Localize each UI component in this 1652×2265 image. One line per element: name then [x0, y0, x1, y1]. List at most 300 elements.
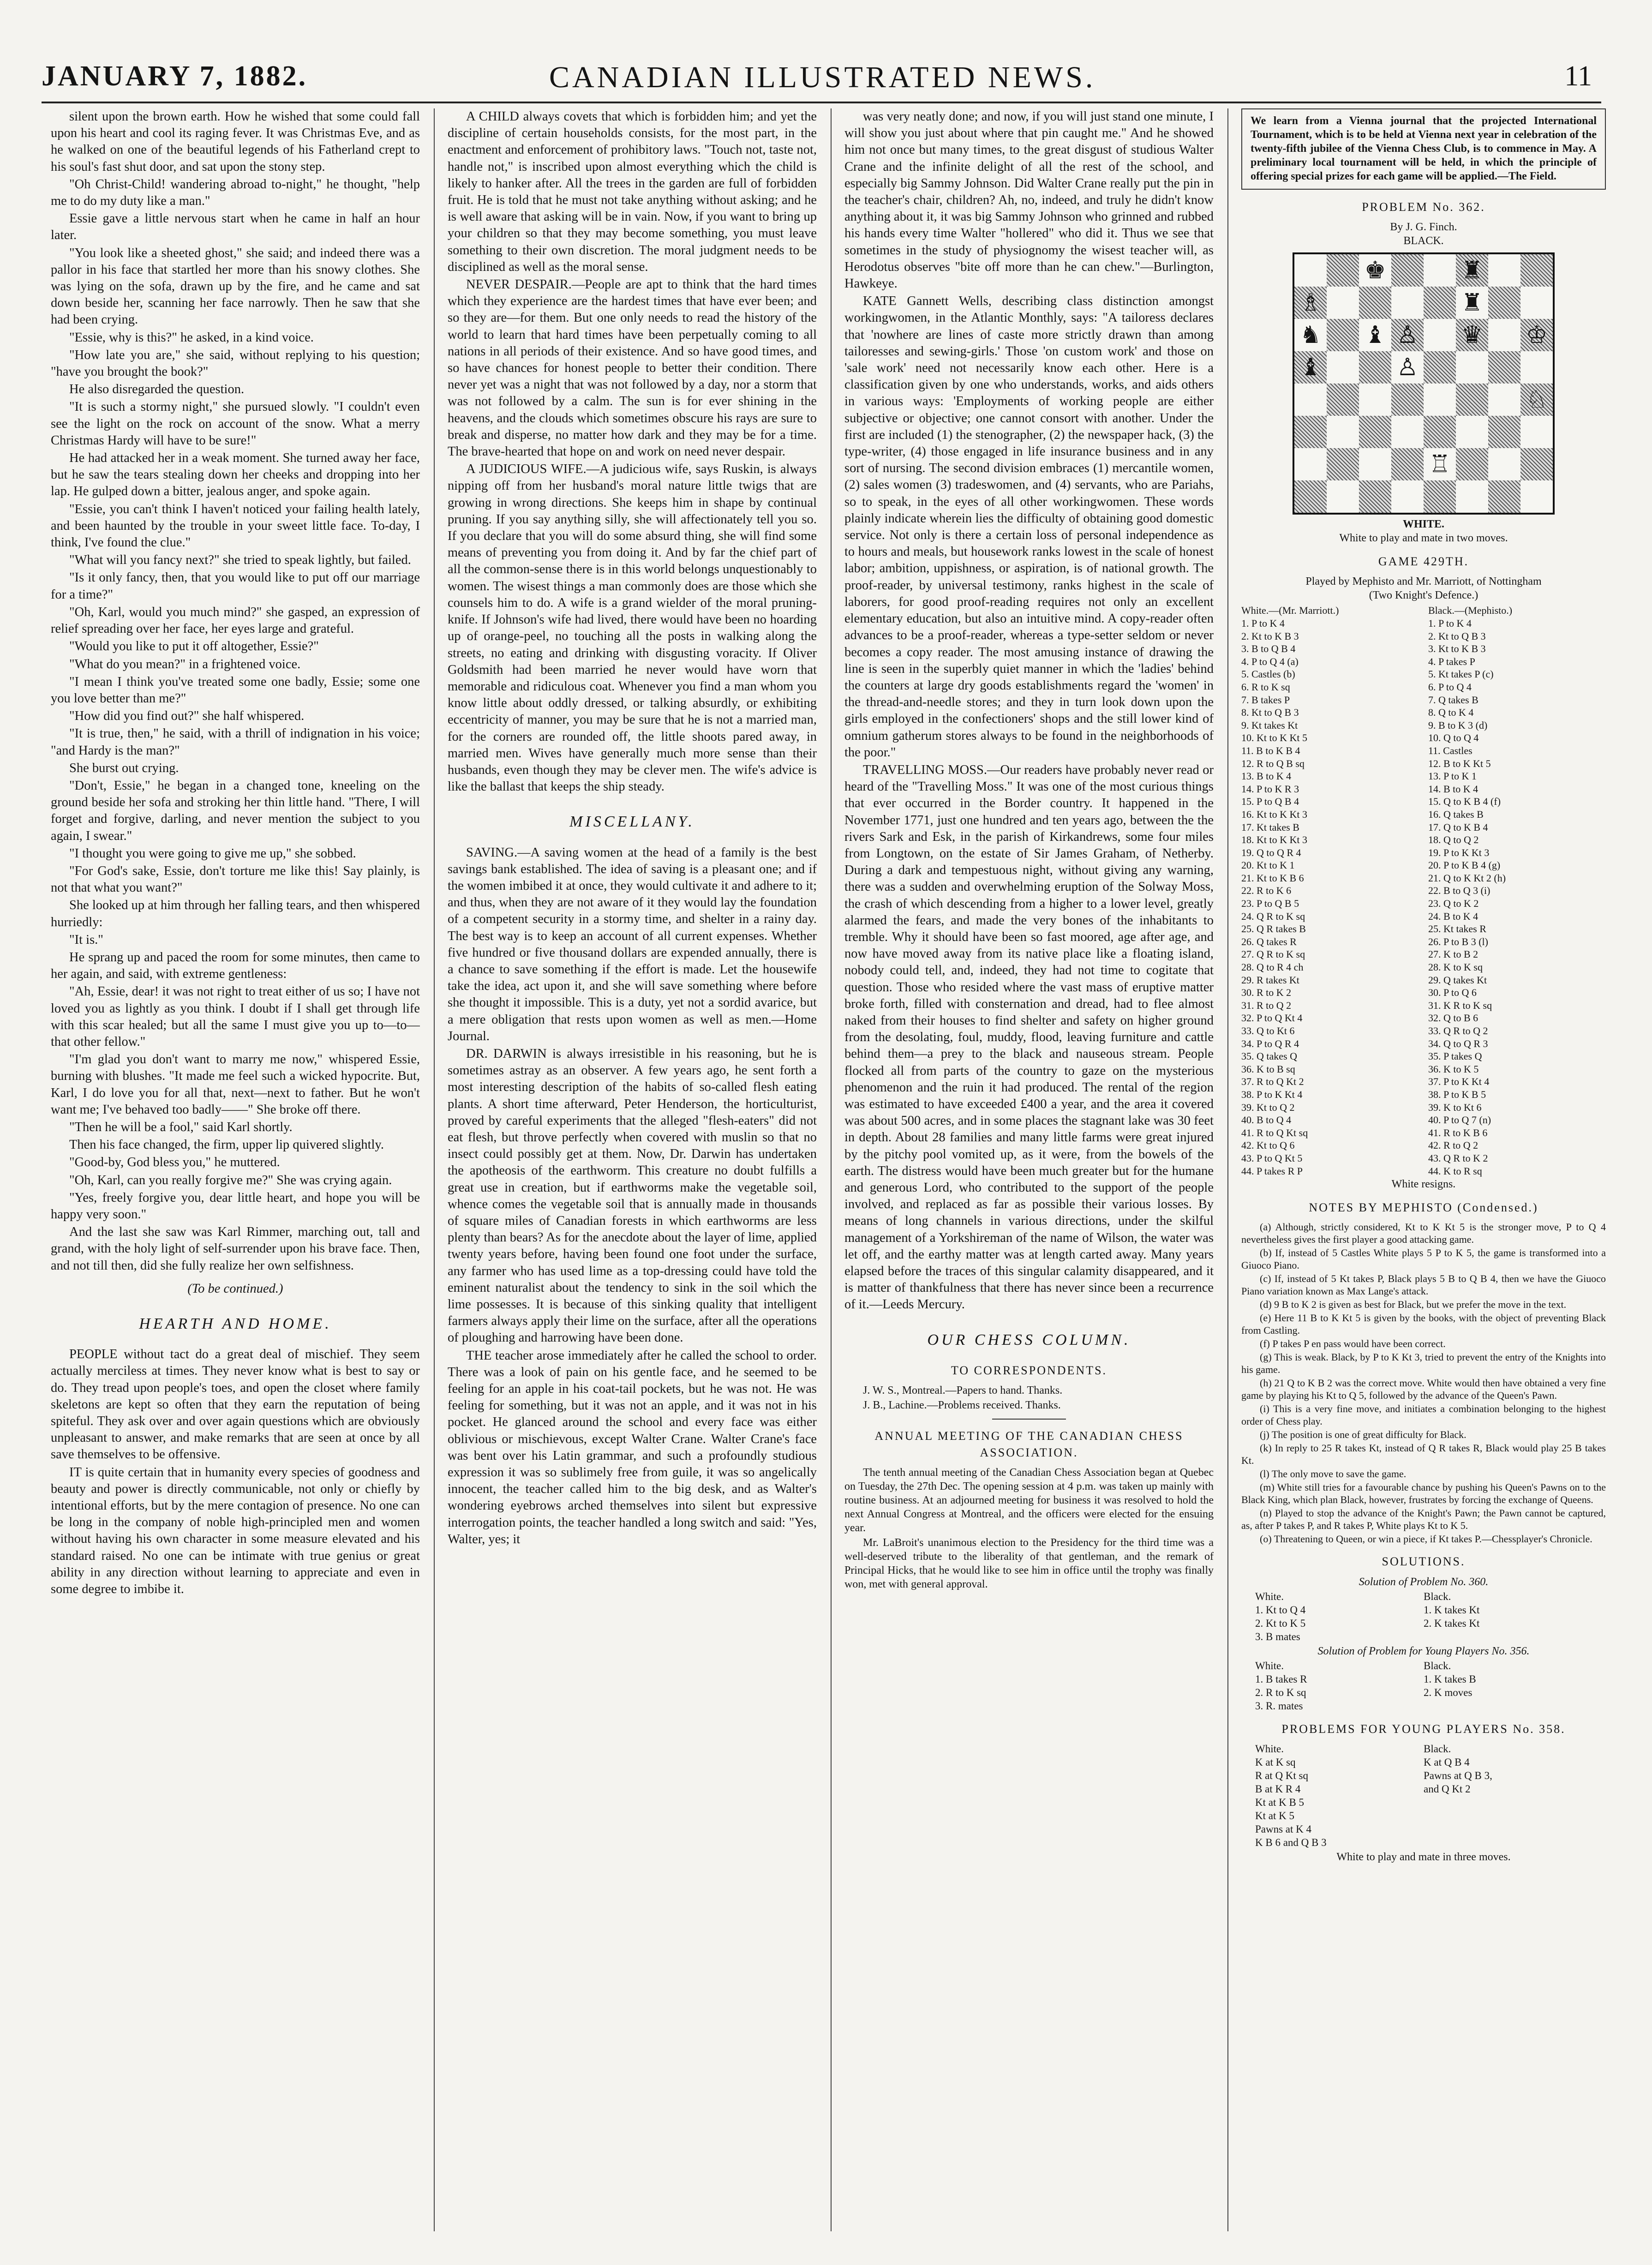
board-square	[1456, 351, 1488, 383]
game-note: (b) If, instead of 5 Castles White plays 5 P to K 5, the game is transformed into a Giuoco Piano.	[1241, 1247, 1606, 1271]
paragraph: Then his face changed, the firm, upper lip quivered slightly.	[69, 1138, 384, 1152]
white-column-label: White.	[1255, 1743, 1284, 1755]
correspondents-heading: TO CORRESPONDENTS.	[951, 1363, 1107, 1377]
young-players-title: PROBLEMS FOR YOUNG PLAYERS No. 358.	[1281, 1722, 1566, 1736]
board-square	[1488, 448, 1520, 480]
solution-move: R at Q Kt sq	[1255, 1769, 1308, 1781]
white-move: 20. Kt to K 1	[1241, 859, 1295, 871]
solutions-title: SOLUTIONS.	[1382, 1555, 1466, 1569]
paragraph: "How late you are," she said, without replying to his question; "have you brought the book?"	[51, 348, 420, 379]
move-list	[1241, 604, 1606, 1177]
board-square	[1424, 480, 1456, 513]
board-square	[1424, 319, 1456, 351]
white-move: 13. B to K 4	[1241, 770, 1292, 782]
paragraph: "I mean I think you've treated some one badly, Essie; some one you love better than me?"	[51, 674, 420, 706]
game-note: (l) The only move to save the game.	[1260, 1468, 1407, 1480]
black-move: 6. P to Q 4	[1428, 681, 1472, 693]
solution-move: and Q Kt 2	[1424, 1783, 1471, 1795]
board-square	[1327, 416, 1359, 448]
black-moves-header: Black.—(Mephisto.)	[1428, 605, 1513, 617]
black-column-label: Black.	[1424, 1660, 1451, 1672]
board-square	[1294, 480, 1327, 513]
column-divider	[434, 108, 435, 2231]
column-divider	[1227, 108, 1228, 2231]
game-note: (k) In reply to 25 R takes Kt, instead of Q R takes R, Black would play 25 B takes Kt.	[1241, 1442, 1606, 1467]
board-square	[1391, 383, 1424, 416]
board-square	[1327, 480, 1359, 513]
solution-move: K at K sq	[1255, 1756, 1296, 1768]
chess-piece-icon: ♗	[1299, 289, 1322, 317]
solution-move: 1. Kt to Q 4	[1255, 1604, 1306, 1616]
black-column-label: Black.	[1424, 1743, 1451, 1755]
white-move: 26. Q takes R	[1241, 935, 1297, 947]
young-players-caption: White to play and mate in three moves.	[1336, 1851, 1511, 1863]
board-square	[1520, 448, 1553, 480]
board-square	[1391, 254, 1424, 287]
paragraph: "It is true, then," he said, with a thrill of indignation in his voice; "and Hardy is the man?"	[51, 726, 420, 758]
board-square	[1520, 416, 1553, 448]
white-move: 1. P to K 4	[1241, 617, 1285, 629]
board-square	[1488, 254, 1520, 287]
board-square	[1456, 319, 1488, 351]
chess-piece-icon: ♘	[1526, 386, 1548, 414]
white-move: 23. P to Q B 5	[1241, 898, 1299, 910]
board-square	[1391, 351, 1424, 383]
solution-move: Pawns at Q B 3,	[1424, 1769, 1492, 1781]
board-square	[1294, 448, 1327, 480]
paragraph: He sprang up and paced the room for some minutes, then came to her again, and said, with extreme gentleness:	[51, 950, 420, 982]
board-square	[1488, 319, 1520, 351]
black-move: 12. B to K Kt 5	[1428, 757, 1491, 769]
correspondents-list	[844, 1384, 1214, 1412]
black-move: 20. P to K B 4 (g)	[1428, 859, 1501, 871]
white-move: 15. P to Q B 4	[1241, 796, 1299, 808]
solution-move: 2. K moves	[1424, 1686, 1472, 1698]
board-square	[1424, 416, 1456, 448]
solution-move: 3. R. mates	[1255, 1700, 1303, 1712]
black-move: 27. K to B 2	[1428, 948, 1478, 960]
solution-1-title: Solution of Problem No. 360.	[1359, 1576, 1489, 1588]
black-move: 4. P takes P	[1428, 655, 1475, 667]
board-square	[1294, 287, 1327, 319]
board-square	[1391, 416, 1424, 448]
white-move: 28. Q to R 4 ch	[1241, 961, 1304, 973]
board-square	[1327, 287, 1359, 319]
paragraph: NEVER DESPAIR.—People are apt to think that the hard times which they experience are the hardest times that have ever been; and so they are—for them. But one only needs to read the history of the world to learn that hard times have been perpetually coming to all nations in all periods of their existence. And so have good times, and so have chances for honest people to better their condition. There never yet was a night that was not followed by a day, nor a storm that was not followed by a calm. The sun is for ever shining in the heavens, and the clouds which sometimes obscure his rays are sure to break and disperse, no matter how dark and they may be for a time. The brave-hearted that hope on and work on need never despair.	[448, 277, 817, 459]
paragraph: "What will you fancy next?" she tried to speak lightly, but failed.	[69, 553, 411, 568]
black-move: 22. B to Q 3 (i)	[1428, 885, 1490, 897]
column-divider	[831, 108, 832, 2231]
solution-move: Pawns at K 4	[1255, 1823, 1312, 1835]
chess-piece-icon: ♝	[1364, 321, 1386, 349]
black-move: 35. P takes Q	[1428, 1050, 1482, 1062]
white-side	[1255, 1659, 1424, 1713]
paragraph: IT is quite certain that in humanity every species of goodness and beauty and power is directly communicable, not only or chiefly by intentional efforts, but by the mere contagion of presence. No one can be long in the company of noble high-principled men and women without having his own character in some measure elevated and his standard raised. No one can be intimate with true genius or great ability in any direction without learning to appreciate and even in some degree to imbibe it.	[51, 1465, 420, 1597]
white-move: 4. P to Q 4 (a)	[1241, 655, 1299, 667]
paragraph: "Would you like to put it off altogether, Essie?"	[69, 639, 319, 654]
chess-piece-icon: ♞	[1299, 321, 1322, 349]
paragraph: A CHILD always covets that which is forbidden him; and yet the discipline of certain households consists, for the most part, in the enactment and enforcement of prohibitory laws. "Touch not, taste not, handle not," is inscribed upon almost everything which the child is likely to hanker after. All the trees in the garden are full of forbidden fruit. He is told that he must not take anything without asking; and he is well aware that asking will be in vain. Now, if you want to bring up your children so that they may become something, you must leave something to their own discretion. The moral judgment needs to be disciplined as well as the moral sense.	[448, 109, 817, 274]
paragraph: "Essie, you can't think I haven't noticed your failing health lately, and been haunted by the trouble in your sweet little face. To-day, I think, I've found the clue."	[51, 502, 420, 550]
game-result: White resigns.	[1391, 1178, 1456, 1191]
paragraph: "Then he will be a fool," said Karl shortly.	[69, 1120, 293, 1134]
game-note: (d) 9 B to K 2 is given as best for Black, but we prefer the move in the text.	[1260, 1299, 1567, 1311]
solution-1	[1255, 1590, 1592, 1643]
white-move: 8. Kt to Q B 3	[1241, 707, 1299, 719]
board-square	[1456, 287, 1488, 319]
white-move: 16. Kt to K Kt 3	[1241, 808, 1307, 820]
white-move: 9. Kt takes Kt	[1241, 719, 1298, 731]
vienna-notice-text: We learn from a Vienna journal that the projected International Tournament, which is to be held at Vienna next year in celebration of the twenty-fifth jubilee of the Vienna Chess Club, is to commence in May. A preliminary local tournament will be held, in which the principle of offering special prizes for each game will be applied.—The Field.	[1251, 115, 1597, 182]
solution-move: K B 6 and Q B 3	[1255, 1836, 1327, 1848]
black-move: 42. R to Q 2	[1428, 1139, 1478, 1151]
paragraph: Essie gave a little nervous start when he came in half an hour later.	[51, 211, 420, 243]
black-move: 41. R to K B 6	[1428, 1127, 1488, 1138]
board-square	[1359, 383, 1391, 416]
white-label: WHITE.	[1402, 518, 1445, 531]
board-square	[1391, 448, 1424, 480]
board-square	[1359, 416, 1391, 448]
paragraph: "Is it only fancy, then, that you would like to put off our marriage for a time?"	[51, 570, 420, 602]
board-square	[1456, 480, 1488, 513]
paragraph: "Yes, freely forgive you, dear little heart, and hope you will be happy very soon."	[51, 1190, 420, 1222]
white-move: 25. Q R takes B	[1241, 923, 1306, 935]
solution-move: B at K R 4	[1255, 1783, 1301, 1795]
board-square	[1488, 480, 1520, 513]
paragraph: silent upon the brown earth. How he wished that some could fall upon his heart and cool its raging fever. It was Christmas Eve, and as he walked on one of the beautiful legends of his Fatherland crept to his soul's fast shut door, and sat upon the stony step.	[51, 109, 420, 174]
paragraph: "How did you find out?" she half whispered.	[69, 709, 305, 724]
correspondent-entry: J. B., Lachine.—Problems received. Thanks.	[863, 1399, 1061, 1412]
white-side	[1255, 1742, 1424, 1849]
game-note: (e) Here 11 B to K Kt 5 is given by the books, with the object of preventing Black from Castling.	[1241, 1312, 1606, 1336]
black-side	[1424, 1659, 1592, 1713]
white-move: 5. Castles (b)	[1241, 668, 1295, 680]
black-move: 10. Q to Q 4	[1428, 732, 1479, 744]
paragraph: Mr. LaBroit's unanimous election to the Presidency for the third time was a well-deserved tribute to the liberality of that gentleman, and the remark of Principal Hicks, that he would like to see him in office until the trophy was finally won, met with general approval.	[844, 1537, 1214, 1591]
solution-2	[1255, 1659, 1592, 1713]
black-move: 15. Q to K B 4 (f)	[1428, 796, 1501, 808]
paragraph: "Ah, Essie, dear! it was not right to treat either of us so; I have not loved you as lightly as you think. I doubt if I shall get through life with this scar healed; but all the same I must give you up to—to—that other fellow."	[51, 984, 420, 1049]
white-move: 36. K to B sq	[1241, 1063, 1295, 1075]
white-move: 34. P to Q R 4	[1241, 1037, 1299, 1049]
black-move: 32. Q to B 6	[1428, 1012, 1478, 1024]
chess-piece-icon: ♚	[1364, 257, 1386, 285]
chess-piece-icon: ♜	[1461, 289, 1483, 317]
household-articles	[448, 108, 817, 795]
chess-piece-icon: ♛	[1461, 321, 1483, 349]
game-note: (h) 21 Q to K B 2 was the correct move. White would then have obtained a very fine game by playing his Kt to Q 5, followed by the advance of the Queen's Pawn.	[1241, 1377, 1606, 1402]
board-square	[1456, 448, 1488, 480]
masthead-title: CANADIAN ILLUSTRATED NEWS.	[549, 60, 1096, 94]
game-note: (i) This is a very fine move, and initiates a combination belonging to the highest order of Chess play.	[1241, 1403, 1606, 1427]
black-move: 31. K R to K sq	[1428, 999, 1492, 1011]
chess-piece-icon: ♔	[1526, 321, 1548, 349]
black-column-label: Black.	[1424, 1590, 1451, 1602]
black-move: 19. P to K Kt 3	[1428, 846, 1490, 858]
board-square	[1424, 287, 1456, 319]
miscellany-section	[448, 845, 817, 1548]
to-be-continued: (To be continued.)	[187, 1281, 283, 1296]
game-note: (g) This is weak. Black, by P to K Kt 3, tried to prevent the entry of the Knights into his game.	[1241, 1351, 1606, 1376]
chess-piece-icon: ♙	[1396, 354, 1419, 382]
black-move: 33. Q R to Q 2	[1428, 1025, 1488, 1037]
board-square	[1359, 448, 1391, 480]
black-move: 30. P to Q 6	[1428, 987, 1477, 999]
paragraph: SAVING.—A saving women at the head of a family is the best savings bank established. The idea of saving is a pleasant one; and if the women imbibed it at once, they would cultivate it and adhere to it; and thus, when they are not aware of it they would lay the foundation of a competent security in a stormy time, and shelter in a rainy day. The best way is to keep an account of all current expenses. Whether five hundred or five thousand dollars are expended annually, there is a chance to save something if the effort is made. Let the housewife take the idea, act upon it, and she will save something where before she thought it impossible. This is a duty, yet not a sordid avarice, but a mere obligation that rests upon women as well as men.—Home Journal.	[448, 845, 817, 1043]
miscellany-heading: MISCELLANY.	[569, 813, 695, 831]
board-square	[1456, 383, 1488, 416]
column-4	[1241, 108, 1606, 2241]
white-move: 12. R to Q B sq	[1241, 757, 1305, 769]
chess-piece-icon: ♝	[1299, 354, 1322, 382]
board-square	[1520, 351, 1553, 383]
black-move: 1. P to K 4	[1428, 617, 1472, 629]
game-note: (m) White still tries for a favourable chance by pushing his Queen's Pawns on to the Black King, which plan Black, however, frustrates by forcing the exchange of Queens.	[1241, 1481, 1606, 1506]
black-move: 5. Kt takes P (c)	[1428, 668, 1494, 680]
black-move: 3. Kt to K B 3	[1428, 643, 1486, 655]
board-square	[1391, 480, 1424, 513]
white-column-label: White.	[1255, 1660, 1284, 1672]
solution-move: 2. Kt to K 5	[1255, 1617, 1306, 1629]
black-move: 24. B to K 4	[1428, 910, 1478, 922]
board-square	[1327, 383, 1359, 416]
divider	[992, 1419, 1066, 1420]
white-move: 44. P takes R P	[1241, 1165, 1303, 1177]
paragraph: "Oh, Karl, can you really forgive me?" She was crying again.	[69, 1173, 392, 1187]
paragraph: He had attacked her in a weak moment. She turned away her face, but he saw the tears stealing down her cheeks and dropping into her lap. He gulped down a bitter, jealous anger, and spoke again.	[51, 451, 420, 499]
paragraph: "I'm glad you don't want to marry me now," whispered Essie, burning with blushes. "It made me feel such a wicked hypocrite. But, Karl, I do love you for all that, next—next to father. But he won't want me; I've behaved too badly——" She broke off there.	[51, 1052, 420, 1117]
white-move: 17. Kt takes B	[1241, 821, 1299, 833]
white-move: 31. R to Q 2	[1241, 999, 1292, 1011]
paragraph: PEOPLE without tact do a great deal of mischief. They seem actually merciless at times. They never know what is best to say or do. They tread upon people's toes, and open the closet where family skeletons are kept so often that they earn the reputation of being spiteful. They ask over and over again questions which are obviously unpleasant to answer, and make remarks that are seen at once by all save themselves to be offensive.	[51, 1347, 420, 1462]
black-move: 28. K to K sq	[1428, 961, 1483, 973]
game-note: (a) Although, strictly considered, Kt to K Kt 5 is the stronger move, P to Q 4 nevertheless gives the first player a good attacking game.	[1241, 1221, 1606, 1246]
black-side	[1424, 1590, 1592, 1643]
paragraph: DR. DARWIN is always irresistible in his reasoning, but he is sometimes astray as an observer. A few years ago, he sent forth a most interesting description of the habits of so-called flesh eating plants. A short time afterward, Peter Henderson, the horticulturist, proved by careful experiments that the alleged "flesh-eaters" did not eat flesh, but throve perfectly when covered with muslin so that no insect could possibly get at them. Now, Dr. Darwin has undertaken the apotheosis of the earthworm. This creature no doubt fulfills a great use in creation, but if earthworms make the vegetable soil, whence comes the vegetable soil that is annually made in thousands of square miles of Canadian forests in which earthworms are less plenty than bears? As for the anecdote about the layer of lime, applied twenty years before, having been found one foot under the surface, any farmer who has used lime as a top-dressing could have told the eminent naturalist about the tendency to sink in the soil which the lime possesses. It is because of this sinking quality that intelligent farmers always apply their lime on the surface, after all the operations of ploughing and harrowing have been done.	[448, 1046, 817, 1345]
board-square	[1391, 287, 1424, 319]
game-title: GAME 429TH.	[1378, 555, 1469, 569]
paragraph: The tenth annual meeting of the Canadian Chess Association began at Quebec on Tuesday, the 27th Dec. The opening session at 4 p.m. was taken up mainly with routine business. At an adjourned meeting for business it was resolved to hold the next Annual Congress at Montreal, and the officers were elected for the ensuing year.	[844, 1467, 1214, 1534]
board-square	[1488, 416, 1520, 448]
black-move: 9. B to K 3 (d)	[1428, 719, 1488, 731]
black-move: 25. Kt takes R	[1428, 923, 1486, 935]
paragraph: "What do you mean?" in a frightened voice.	[69, 657, 301, 671]
board-square	[1424, 448, 1456, 480]
board-square	[1327, 351, 1359, 383]
board-square	[1424, 351, 1456, 383]
black-move: 8. Q to K 4	[1428, 707, 1474, 719]
black-move: 21. Q to K Kt 2 (h)	[1428, 872, 1506, 884]
board-square	[1520, 480, 1553, 513]
board-square	[1294, 416, 1327, 448]
solution-move: 1. B takes R	[1255, 1673, 1307, 1685]
paragraph: A JUDICIOUS WIFE.—A judicious wife, says Ruskin, is always nipping off from her husband's moral nature little twigs that are growing in wrong directions. She keeps him in shape by continual pruning. If you say anything silly, she will affectionately tell you so. If you declare that you will do some absurd thing, she will find some means of preventing you from doing it. And by far the chief part of all the common-sense there is in this world belongs unquestionably to women. The wisest things a man commonly does are those which she counsels him to do. A wife is a grand wielder of the moral pruning-knife. If Johnson's wife had lived, there would have been no hoarding up of orange-peel, no touching all the posts in walking along the streets, no eating and drinking with disgusting voracity. If Oliver Goldsmith had been married he never would have worn that memorable and ridiculous coat. Whenever you find a man whom you know little about oddly dressed, or talking absurdly, or exhibiting eccentricity of manner, you may be sure that he is not a married man, for the corners are rounded off, the little shoots pared away, in married men. Wives have generally much more sense than their husbands, even though they may be clever men. The wife's advice is like the ballast that keeps the ship steady.	[448, 462, 817, 794]
paragraph: She looked up at him through her falling tears, and then whispered hurriedly:	[51, 898, 420, 929]
white-move: 2. Kt to K B 3	[1241, 630, 1299, 642]
white-move: 29. R takes Kt	[1241, 974, 1299, 986]
white-move: 6. R to K sq	[1241, 681, 1290, 693]
problem-title: PROBLEM No. 362.	[1362, 200, 1485, 214]
correspondent-entry: J. W. S., Montreal.—Papers to hand. Thanks.	[863, 1384, 1063, 1397]
black-move: 34. Q to Q R 3	[1428, 1037, 1488, 1049]
board-square	[1294, 383, 1327, 416]
white-move: 27. Q R to K sq	[1241, 948, 1305, 960]
paragraph: "Don't, Essie," he began in a changed tone, kneeling on the ground beside her sofa and stroking her thin little hand. "There, I will forget and forgive, darling, and never mention the subject to you again, I swear."	[51, 778, 420, 843]
board-square	[1520, 254, 1553, 287]
black-move: 38. P to K B 5	[1428, 1088, 1486, 1100]
black-move: 29. Q takes Kt	[1428, 974, 1487, 986]
board-square	[1520, 383, 1553, 416]
vienna-notice	[1241, 108, 1606, 190]
game-note: (c) If, instead of 5 Kt takes P, Black plays 5 B to Q B 4, then we have the Giuoco Piano variation known as Max Lange's attack.	[1241, 1273, 1606, 1297]
white-move: 41. R to Q Kt sq	[1241, 1127, 1308, 1138]
hearth-home-heading: HEARTH AND HOME.	[139, 1315, 332, 1333]
white-moves	[1241, 617, 1419, 1177]
problem-author: By J. G. Finch.	[1390, 221, 1457, 234]
paragraph: He also disregarded the question.	[69, 382, 245, 397]
paragraph: "Essie, why is this?" he asked, in a kind voice.	[69, 330, 314, 345]
board-square	[1327, 319, 1359, 351]
notes-title: NOTES BY MEPHISTO (Condensed.)	[1309, 1201, 1538, 1215]
solution-move: Kt at K B 5	[1255, 1796, 1305, 1808]
black-side	[1424, 1742, 1592, 1849]
paragraph: She burst out crying.	[69, 761, 179, 775]
board-square	[1520, 319, 1553, 351]
board-square	[1359, 480, 1391, 513]
board-square	[1488, 351, 1520, 383]
board-square	[1294, 254, 1327, 287]
page-number: 11	[1564, 60, 1592, 92]
column-3	[844, 108, 1214, 2241]
black-move: 7. Q takes B	[1428, 694, 1478, 706]
game-notes	[1241, 1221, 1606, 1545]
white-move: 33. Q to Kt 6	[1241, 1025, 1295, 1037]
white-moves-header: White.—(Mr. Marriott.)	[1241, 605, 1339, 617]
paragraph: TRAVELLING MOSS.—Our readers have probably never read or heard of the "Travelling Moss." It was one of the most curious things that ever occurred in the Border country. It happened in the November 1771, just one hundred and ten years ago, between the the rivers Sark and Esk, in the parish of Kirkandrews, some four miles from Longtown, on the estate of Sir James Graham, of Netherby. During a dark and tempestuous night, without giving any warning, there was a sudden and overwhelming eruption of the Solway Moss, the crash of which descending from a higher to a lower level, greatly alarmed the fears, and made the very bones of the inhabitants to tremble. Why it should have been so fast moored, age after age, and now have moved away from its native place like a floating island, nobody could tell, and, indeed, they had not time to cogitate that question. Those who resided where the vast mass of eruptive matter broke forth, filled with consternation and dread, had to flee almost naked from their houses to find shelter and safety on higher ground from the desolating, foul, muddy, flood, leaving furniture and cattle behind them—a prey to the black and nauseous stream. People flocked all from parts of the country to gaze on the mysterious phenomenon and the ruin it had produced. The rental of the region was estimated to have exceeded £400 a year, and the area it covered was about 500 acres, and in some places the stagnant lake was 30 feet in depth. About 28 families and many little farms were great injured by the pitchy pool vomited up, as it were, from the bowels of the earth. The distress would have been much greater but for the humane and generous Lord, who contributed to the support of the people involved, and replaced as far as possible their various losses. By means of long channels in various directions, under the skilful management of a Yorkshireman of the name of Wilson, the water was let off, and the earthy matter was at length carted away. Many years elapsed before the traces of this singular calamity disappeared, and it is matter of thankfulness that there has never since been a recurrence of it.—Leeds Mercury.	[844, 762, 1214, 1312]
board-square	[1391, 319, 1424, 351]
solution-move: Kt at K 5	[1255, 1810, 1294, 1822]
white-move: 14. P to K R 3	[1241, 783, 1299, 795]
solution-move: 1. K takes Kt	[1424, 1604, 1480, 1616]
solution-move: 3. B mates	[1255, 1630, 1300, 1642]
solution-move: 1. K takes B	[1424, 1673, 1476, 1685]
solution-move: 2. K takes Kt	[1424, 1617, 1480, 1629]
board-square	[1294, 351, 1327, 383]
board-square	[1359, 287, 1391, 319]
annual-meeting-report	[844, 1466, 1214, 1591]
black-moves	[1428, 617, 1606, 1177]
problem-caption: White to play and mate in two moves.	[1339, 532, 1508, 545]
white-move: 7. B takes P	[1241, 694, 1290, 706]
story-continuation	[51, 108, 420, 1274]
chess-piece-icon: ♖	[1429, 450, 1451, 479]
board-square	[1456, 416, 1488, 448]
white-move: 35. Q takes Q	[1241, 1050, 1297, 1062]
paragraph: And the last she saw was Karl Rimmer, marching out, tall and grand, with the holy light of self-surrender upon his brave face. Then, and not till then, did she fully realize her own selfishness.	[51, 1225, 420, 1273]
white-move: 42. Kt to Q 6	[1241, 1139, 1295, 1151]
white-move: 10. Kt to K Kt 5	[1241, 732, 1307, 744]
black-move: 37. P to K Kt 4	[1428, 1076, 1490, 1088]
black-move: 11. Castles	[1428, 744, 1472, 756]
paragraph: "It is."	[69, 932, 103, 947]
game-note: (j) The position is one of great difficulty for Black.	[1260, 1429, 1466, 1441]
board-square	[1327, 448, 1359, 480]
chess-piece-icon: ♙	[1396, 321, 1419, 349]
black-move: 23. Q to K 2	[1428, 898, 1479, 910]
hearth-home-section	[51, 1346, 420, 1598]
game-opening: (Two Knight's Defence.)	[1369, 589, 1478, 602]
young-players-problem	[1255, 1742, 1592, 1849]
solution-2-title: Solution of Problem for Young Players No. 356.	[1317, 1645, 1530, 1657]
white-move: 24. Q R to K sq	[1241, 910, 1305, 922]
game-note: (f) P takes P en pass would have been correct.	[1260, 1338, 1446, 1350]
black-move: 36. K to K 5	[1428, 1063, 1479, 1075]
board-square	[1294, 319, 1327, 351]
game-note: (n) Played to stop the advance of the Knight's Pawn; the Pawn cannot be captured, as, after P takes P, and R takes P, White plays Kt to K 5.	[1241, 1507, 1606, 1532]
black-move: 43. Q R to K 2	[1428, 1152, 1488, 1164]
paragraph: KATE Gannett Wells, describing class distinction amongst workingwomen, in the Atlantic Monthly, says: "A tailoress declares that 'nowhere are lines of caste more strictly drawn than among tailoresses and sewing-girls.' Those 'on custom work' and those on 'sale work' need not necessarily know each other. Here is a classification given by one who understands, works, and aids others in various ways: 'Employments of working people are either subjective or objective; one cannot consort with another. Under the first are included (1) the stenographer, (2) the newspaper hack, (3) the type-writer, (4) those engaged in life insurance business and in any sort of nursing. The second division embraces (1) mercantile women, (2) sales women (3) tradeswomen, and (4) servants, who are Pariahs, so to speak, in the eyes of all other workingwomen. These words plainly indicate wherein lies the difficulty of obtaining good domestic service. Not only is there a certain loss of personal independence as to hours and meals, but housework ranks lowest in the scale of honest labor; ambition, uppishness, or aspiration, is of national growth. The proof-reader, by universal testimony, ranks highest in the scale of laborers, for good proof-reading requires not only an excellent elementary education, but also an intuitive mind. A copy-reader often advances to be a proof-reader, whereas a type-setter seldom or never becomes a copy reader. The most amusing instance of drawing the line is seen in the superbly quiet manner in which the 'ladies' behind the counters at large dry goods establishments regard the 'women' in the thread-and-needle stores; and they in turn look down upon the girls employed in the confectioners' shops and the still lower kind of omnium gatherum stores always to be found in the neighborhoods of the poor."	[844, 294, 1214, 760]
black-move: 39. K to Kt 6	[1428, 1101, 1482, 1113]
white-move: 18. Kt to K Kt 3	[1241, 834, 1307, 846]
white-move: 21. Kt to K B 6	[1241, 872, 1304, 884]
white-move: 19. Q to Q R 4	[1241, 846, 1301, 858]
column-1	[51, 108, 420, 2241]
game-intro: Played by Mephisto and Mr. Marriott, of Nottingham	[1305, 575, 1542, 588]
white-move: 11. B to K B 4	[1241, 744, 1300, 756]
black-label: BLACK.	[1403, 235, 1444, 247]
black-move: 26. P to B 3 (l)	[1428, 935, 1488, 947]
black-move: 17. Q to K B 4	[1428, 821, 1488, 833]
game-note: (o) Threatening to Queen, or win a piece, if Kt takes P.—Chessplayer's Chronicle.	[1260, 1533, 1592, 1545]
board-square	[1520, 287, 1553, 319]
board-square	[1424, 383, 1456, 416]
white-move: 32. P to Q Kt 4	[1241, 1012, 1303, 1024]
paragraph: "Oh Christ-Child! wandering abroad to-night," he thought, "help me to do my duty like a man."	[51, 177, 420, 209]
chess-column-heading: OUR CHESS COLUMN.	[927, 1331, 1131, 1348]
white-move: 43. P to Q Kt 5	[1241, 1152, 1303, 1164]
issue-date: JANUARY 7, 1882.	[42, 60, 308, 92]
white-side	[1255, 1590, 1424, 1643]
white-move: 39. Kt to Q 2	[1241, 1101, 1295, 1113]
board-square	[1359, 254, 1391, 287]
white-move: 30. R to K 2	[1241, 987, 1292, 999]
solution-move: 2. R to K sq	[1255, 1686, 1306, 1698]
white-move: 22. R to K 6	[1241, 885, 1292, 897]
black-move: 40. P to Q 7 (n)	[1428, 1114, 1491, 1126]
black-move: 44. K to R sq	[1428, 1165, 1482, 1177]
board-square	[1488, 383, 1520, 416]
board-square	[1424, 254, 1456, 287]
black-move: 16. Q takes B	[1428, 808, 1484, 820]
board-square	[1359, 351, 1391, 383]
paragraph: "You look like a sheeted ghost," she said; and indeed there was a pallor in his face that startled her more than his snowy clothes. She was lying on the sofa, drawn up by the fire, and he came and sat down beside her, scanning her face narrowly. Then he saw that she had been crying.	[51, 246, 420, 327]
board-square	[1359, 319, 1391, 351]
white-move: 38. P to K Kt 4	[1241, 1088, 1303, 1100]
header-rule	[42, 102, 1601, 103]
board-square	[1456, 254, 1488, 287]
black-move: 2. Kt to Q B 3	[1428, 630, 1486, 642]
column-2	[448, 108, 817, 2241]
paragraph: "Oh, Karl, would you much mind?" she gasped, an expression of relief spreading over her face, her eyes large and grateful.	[51, 605, 420, 636]
white-move: 37. R to Q Kt 2	[1241, 1076, 1304, 1088]
black-move: 13. P to K 1	[1428, 770, 1477, 782]
paragraph: "For God's sake, Essie, don't torture me like this! Say plainly, is not that what you want?"	[51, 863, 420, 895]
paragraph: was very neatly done; and now, if you will just stand one minute, I will show you just about where that pin caught me." And he showed him not once but many times, to the great disgust of studious Walter Crane and the infinite delight of all the rest of the school, and especially big Sammy Johnson. Did Walter Crane really put the pin in the teacher's chair, children? Ah, no, indeed, and truly he didn't know anything about it, it was big Sammy Johnson who grinned and rubbed his hands every time Walter "hollered" who did it. Thus we see that sometimes in the study of physiognomy the wisest teacher will, as Herodotus observes "bite off more than he can chew."—Burlington, Hawkeye.	[844, 109, 1214, 291]
paragraph: "I thought you were going to give me up," she sobbed.	[69, 846, 356, 861]
paragraph: THE teacher arose immediately after he called the school to order. There was a look of pain on his gentle face, and he seemed to be feeling for an apple in his coat-tail pockets, but he was not. He was feeling for something, but it was not an apple, and it was not in his pocket. He glanced around the school and every face was either oblivious or mischievous, except Walter Crane. Walter Crane's face was bent over his Latin grammar, and such a profoundly studious expression it was so sublimely free from guile, it was so angelically innocent, the teacher called him to the big desk, and as Walter's wondering eyebrows arched themselves into silent but expressive interrogation points, the teacher handled a long switch and said: "Yes, Walter, yes; it	[448, 1348, 817, 1546]
black-move: 14. B to K 4	[1428, 783, 1478, 795]
white-move: 3. B to Q B 4	[1241, 643, 1296, 655]
